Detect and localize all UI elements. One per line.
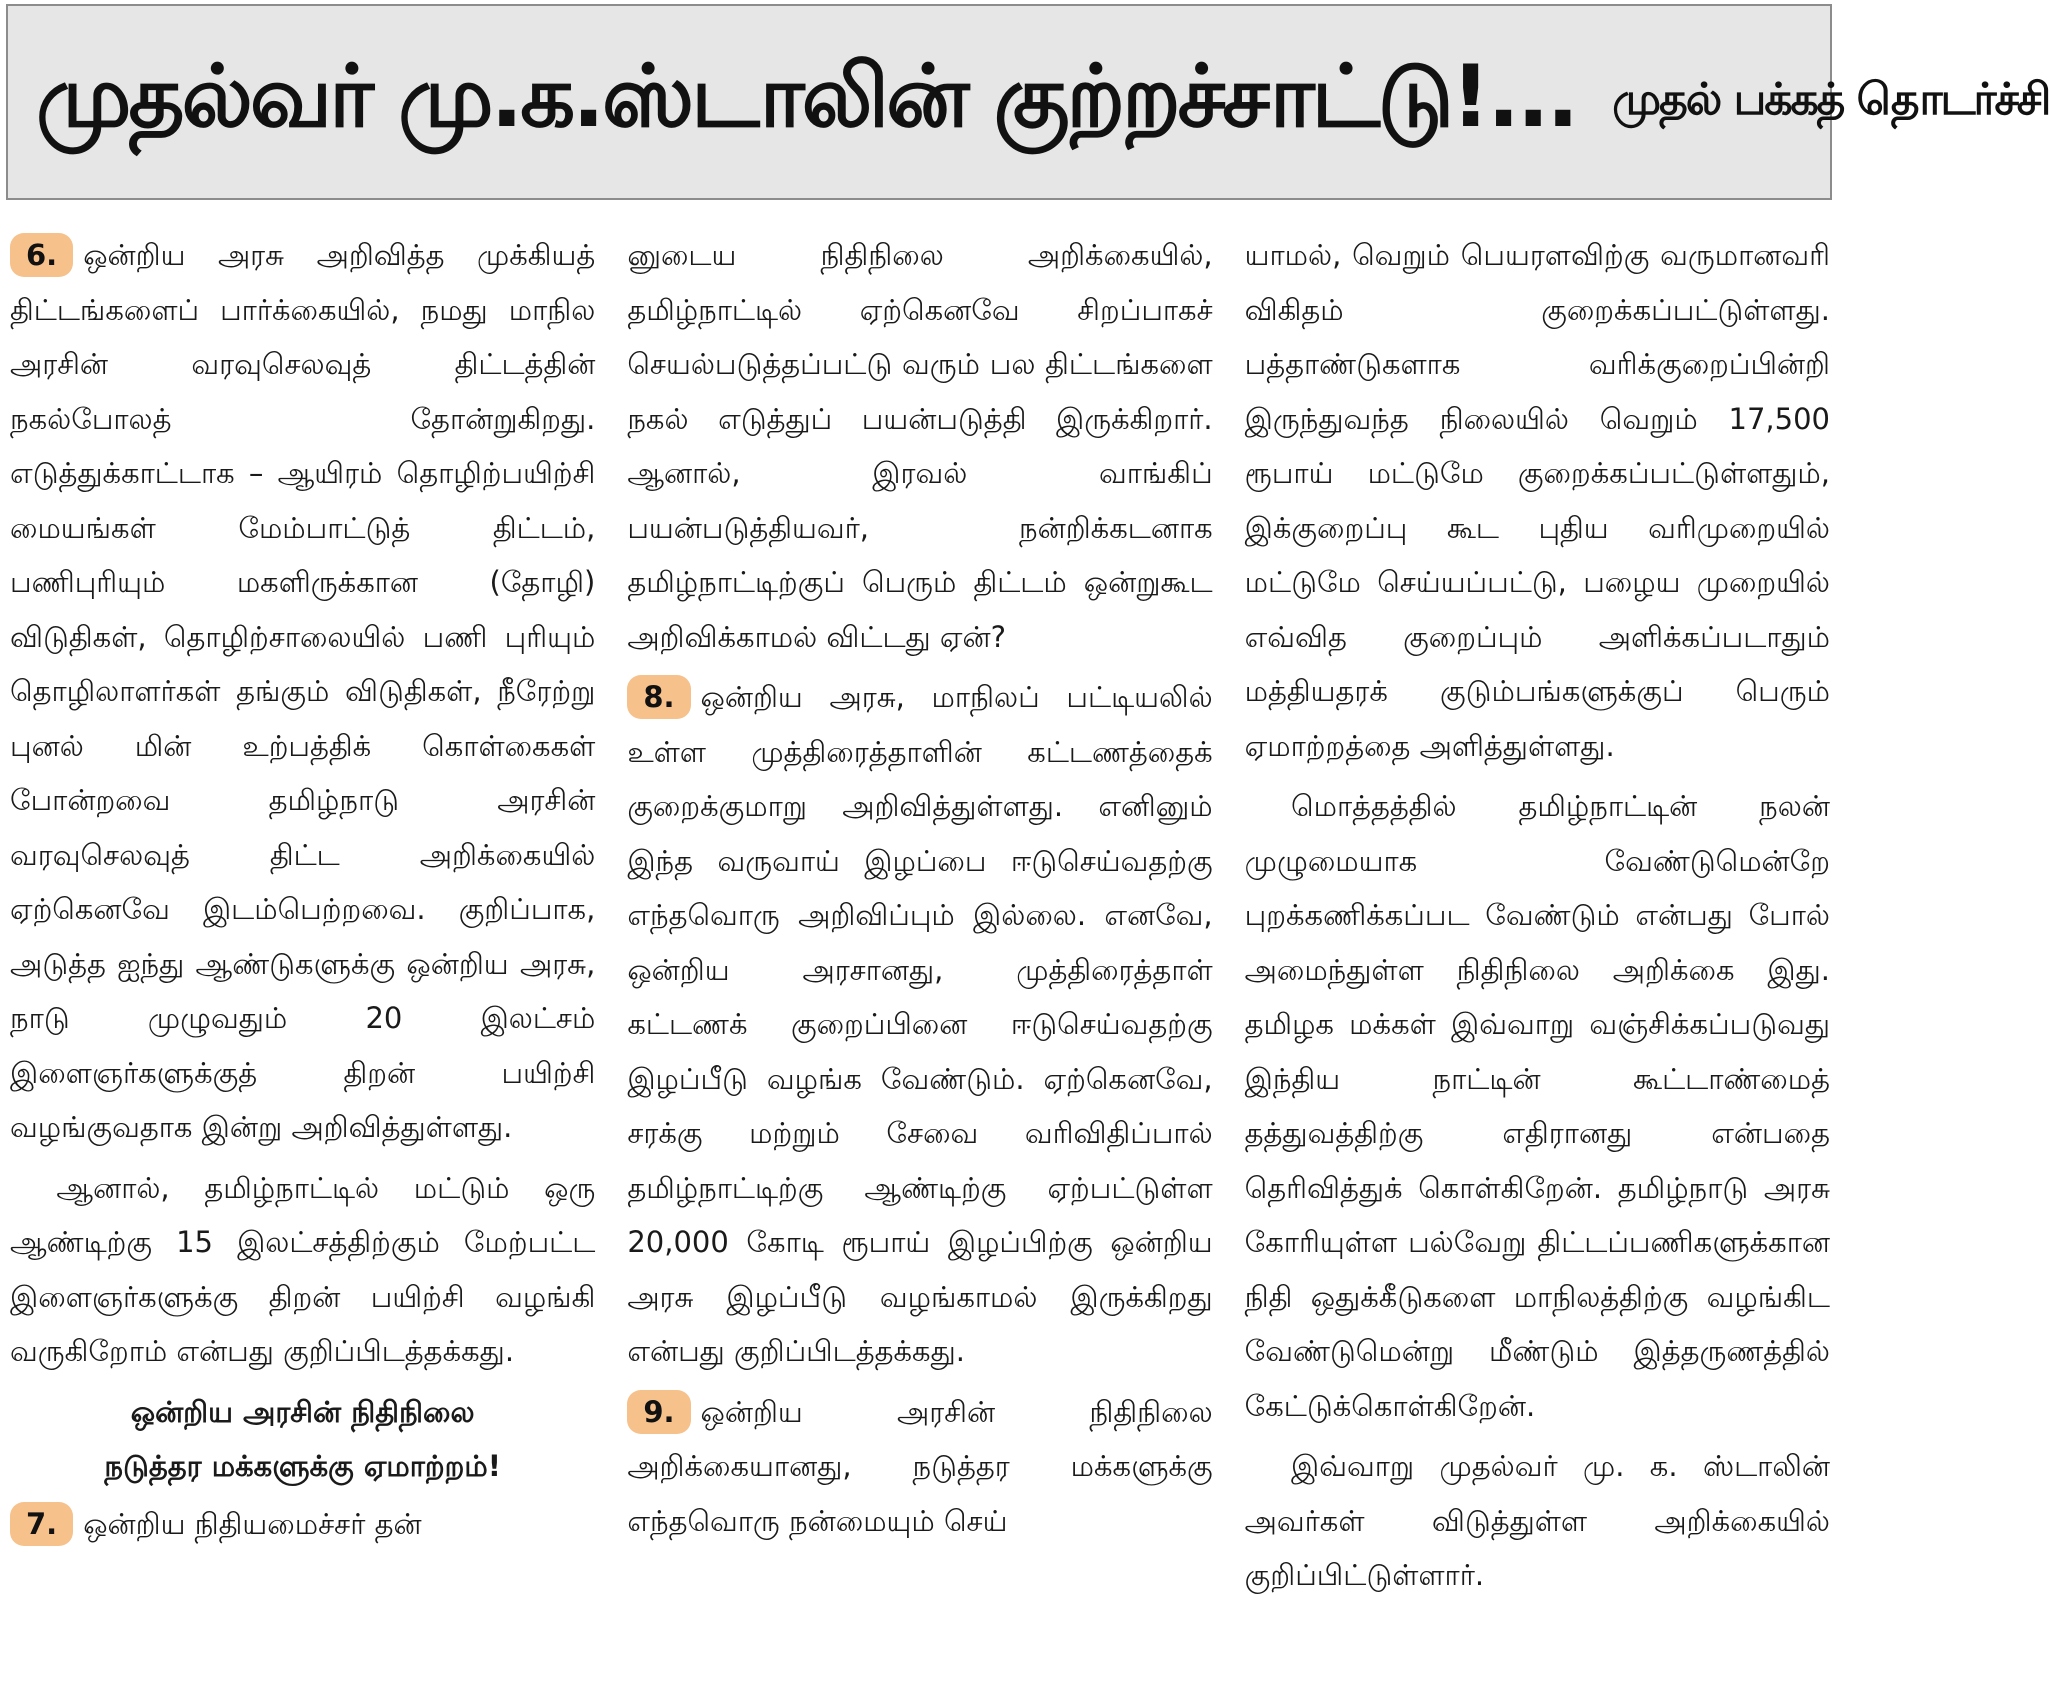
point-number-badge: 8. (627, 675, 690, 719)
column-2 (627, 228, 1212, 1688)
paragraph-9-continued: யாமல், வெறும் பெயரளவிற்கு வருமானவரி விகிதம் குறைக்கப்பட்டுள்ளது. பத்தாண்டுகளாக வரிக்குறைப்பின்றி இருந்துவந்த நிலையில் வெறும் 17,500 ரூபாய் மட்டுமே குறைக்கப்பட்டுள்ளதும், இக்குறைப்பு கூட புதிய வரிமுறையில் மட்டுமே செய்யப்பட்டு, பழைய முறையில் எவ்வித குறைப்பும் அளிக்கப்படாதும் மத்தியதரக் குடும்பங்களுக்குப் பெரும் ஏமாற்றத்தை அளித்துள்ளது. (1244, 238, 1830, 763)
subheading-line: நடுத்தர மக்களுக்கு ஏமாற்றம்! (104, 1448, 501, 1483)
paragraph-7 (10, 1497, 595, 1552)
headline: முதல்வர் மு.க.ஸ்டாலின் குற்றச்சாட்டு!... (36, 46, 1577, 147)
column-3 (1245, 228, 1830, 1688)
subheading-line: ஒன்றிய அரசின் நிதிநிலை (130, 1394, 475, 1429)
paragraph-text: ஒன்றிய அரசு, மாநிலப் பட்டியலில் உள்ள முத்திரைத்தாளின் கட்டணத்தைக் குறைக்குமாறு அறிவித்துள்ளது. எனினும் இந்த வருவாய் இழப்பை ஈடுசெய்வதற்கு எந்தவொரு அறிவிப்பும் இல்லை. எனவே, ஒன்றிய அரசானது, முத்திரைத்தாள் கட்டணக் குறைப்பினை ஈடுசெய்வதற்கு இழப்பீடு வழங்க வேண்டும். ஏற்கெனவே, சரக்கு மற்றும் சேவை வரிவிதிப்பால் தமிழ்நாட்டிற்கு ஆண்டிற்கு ஏற்பட்டுள்ள 20,000 கோடி ரூபாய் இழப்பிற்கு ஒன்றிய அரசு இழப்பீடு வழங்காமல் இருக்கிறது என்பது குறிப்பிடத்தக்கது. (627, 680, 1213, 1368)
headline-banner (6, 4, 2049, 200)
article-columns (10, 228, 1830, 1688)
continuation-kicker: முதல் பக்கத் தொடர்ச்சி (1612, 73, 2049, 125)
paragraph-6 (10, 228, 595, 1155)
point-number-badge: 9. (627, 1390, 690, 1434)
paragraph-text: ஒன்றிய அரசின் நிதிநிலை அறிக்கையானது, நடுத்தர மக்களுக்கு எந்தவொரு நன்மையும் செய் (627, 1394, 1213, 1538)
paragraph-7-continued: னுடைய நிதிநிலை அறிக்கையில், தமிழ்நாட்டில் ஏற்கெனவே சிறப்பாகச் செயல்படுத்தப்பட்டு வரும் பல திட்டங்களை நகல் எடுத்துப் பயன்படுத்தி இருக்கிறார். ஆனால், இரவல் வாங்கிப் பயன்படுத்தியவர், நன்றிக்கடனாக தமிழ்நாட்டிற்குப் பெரும் திட்டம் ஒன்றுகூட அறிவிக்காமல் விட்டது ஏன்? (627, 238, 1213, 654)
paragraph-closing: இவ்வாறு முதல்வர் மு. க. ஸ்டாலின் அவர்கள் விடுத்துள்ள அறிக்கையில் குறிப்பிட்டுள்ளார். (1244, 1449, 1830, 1592)
paragraph-but: ஆனால், தமிழ்நாட்டில் மட்டும் ஒரு ஆண்டிற்கு 15 இலட்சத்திற்கும் மேற்பட்ட இளைஞர்களுக்கு திறன் பயிற்சி வழங்கி வருகிறோம் என்பது குறிப்பிடத்தக்கது. (10, 1170, 596, 1368)
paragraph-8 (627, 670, 1212, 1379)
paragraph-text: ஒன்றிய நிதியமைச்சர் தன் (83, 1506, 422, 1541)
column-1 (10, 228, 595, 1688)
subheading (10, 1385, 595, 1493)
point-number-badge: 7. (10, 1502, 73, 1546)
paragraph-overall: மொத்தத்தில் தமிழ்நாட்டின் நலன் முழுமையாக வேண்டுமென்றே புறக்கணிக்கப்பட வேண்டும் என்பது போல் அமைந்துள்ள நிதிநிலை அறிக்கை இது. தமிழக மக்கள் இவ்வாறு வஞ்சிக்கப்படுவது இந்திய நாட்டின் கூட்டாண்மைத் தத்துவத்திற்கு எதிரானது என்பதை தெரிவித்துக் கொள்கிறேன். தமிழ்நாடு அரசு கோரியுள்ள பல்வேறு திட்டப்பணிகளுக்கான நிதி ஒதுக்கீடுகளை மாநிலத்திற்கு வழங்கிட வேண்டுமென்று மீண்டும் இத்தருணத்தில் கேட்டுக்கொள்கிறேன். (1244, 789, 1830, 1423)
paragraph-9 (627, 1385, 1212, 1549)
paragraph-text: ஒன்றிய அரசு அறிவித்த முக்கியத் திட்டங்களைப் பார்க்கையில், நமது மாநில அரசின் வரவுசெலவுத் திட்டத்தின் நகல்போலத் தோன்றுகிறது. எடுத்துக்காட்டாக – ஆயிரம் தொழிற்பயிற்சி மையங்கள் மேம்பாட்டுத் திட்டம், பணிபுரியும் மகளிருக்கான (தோழி) விடுதிகள், தொழிற்சாலையில் பணி புரியும் தொழிலாளர்கள் தங்கும் விடுதிகள், நீரேற்று புனல் மின் உற்பத்திக் கொள்கைகள் போன்றவை தமிழ்நாடு அரசின் வரவுசெலவுத் திட்ட அறிக்கையில் ஏற்கெனவே இடம்பெற்றவை. குறிப்பாக, அடுத்த ஐந்து ஆண்டுகளுக்கு ஒன்றிய அரசு, நாடு முழுவதும் 20 இலட்சம் இளைஞர்களுக்குத் திறன் பயிற்சி வழங்குவதாக இன்று அறிவித்துள்ளது. (10, 238, 596, 1144)
point-number-badge: 6. (10, 233, 73, 277)
